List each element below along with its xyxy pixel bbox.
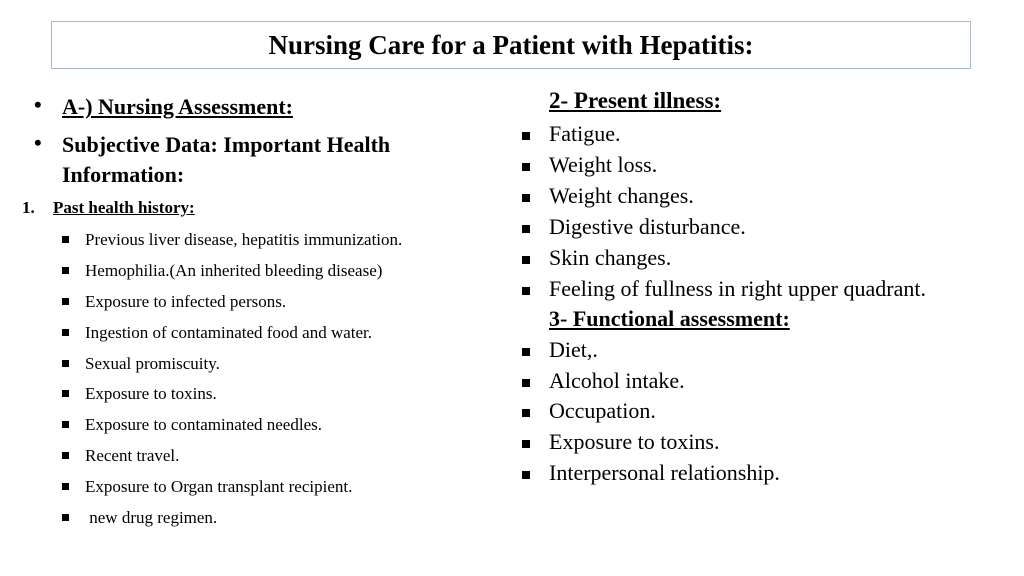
square-bullet-icon [522,256,530,264]
page-title: Nursing Care for a Patient with Hepatitis: [268,29,754,60]
title-box [51,21,971,69]
square-bullet-icon [522,471,530,479]
square-bullet-icon [62,421,69,428]
square-bullet-icon [62,298,69,305]
past-health-history-label: Past health history: [53,198,195,217]
list-item: Hemophilia.(An inherited bleeding disease) [62,261,382,281]
list-item: Sexual promiscuity. [62,354,220,374]
square-bullet-icon [62,483,69,490]
list-number: 1. [22,198,35,217]
square-bullet-icon [522,287,530,295]
subjective-data-text [62,130,482,190]
list-item: Exposure to contaminated needles. [62,415,322,435]
square-bullet-icon [62,267,69,274]
square-bullet-icon [522,409,530,417]
list-item: Exposure to toxins. [62,384,217,404]
square-bullet-icon [522,225,530,233]
present-illness-heading: 2- Present illness: [549,88,722,113]
square-bullet-icon [62,452,69,459]
bullet-dot-icon: • [34,130,42,155]
square-bullet-icon [522,132,530,140]
square-bullet-icon [62,514,69,521]
list-item: Previous liver disease, hepatitis immunization. [62,230,402,250]
square-bullet-icon [62,390,69,397]
nursing-assessment-text: A-) Nursing Assessment: [62,94,293,119]
square-bullet-icon [62,360,69,367]
square-bullet-icon [522,348,530,356]
list-item: Exposure to Organ transplant recipient. [62,477,352,497]
square-bullet-icon [522,440,530,448]
list-item: Exposure to infected persons. [62,292,286,312]
square-bullet-icon [522,379,530,387]
list-item: new drug regimen. [62,508,217,528]
square-bullet-icon [62,329,69,336]
functional-assessment-heading: 3- Functional assessment: [549,306,790,331]
square-bullet-icon [522,194,530,202]
square-bullet-icon [522,163,530,171]
bullet-dot-icon: • [34,92,42,117]
list-item: Recent travel. [62,446,179,466]
subjective-data-line1: Subjective Data: Important Health [62,132,391,157]
subjective-data-line2: Information: [62,162,185,187]
square-bullet-icon [62,236,69,243]
list-item: Ingestion of contaminated food and water. [62,323,372,343]
